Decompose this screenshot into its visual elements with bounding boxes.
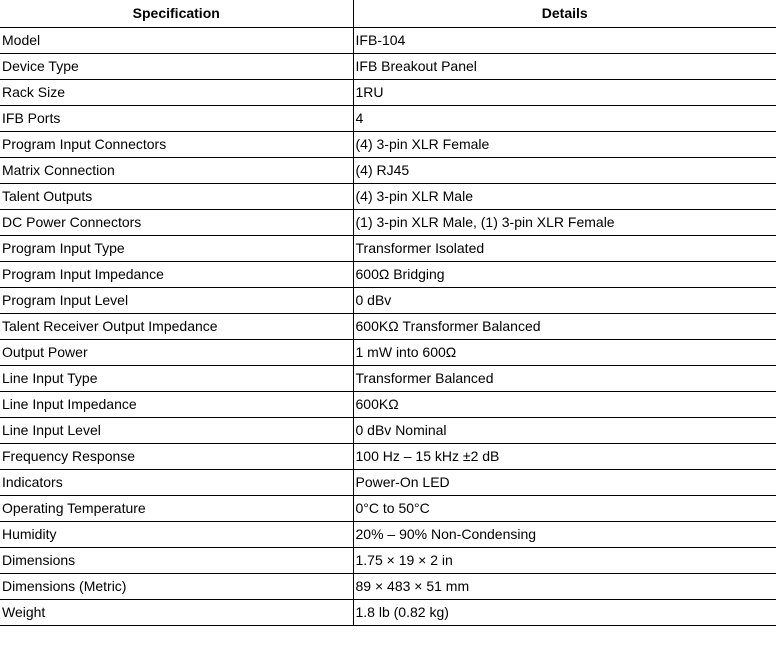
table-row bbox=[0, 365, 776, 391]
spec-value-cell: Transformer Balanced bbox=[353, 365, 776, 391]
spec-name-cell: Line Input Impedance bbox=[0, 391, 353, 417]
spec-value-cell: (1) 3-pin XLR Male, (1) 3-pin XLR Female bbox=[353, 209, 776, 235]
spec-value-cell: 0 dBv bbox=[353, 287, 776, 313]
column-header-specification: Specification bbox=[0, 0, 353, 27]
spec-value-cell: 600Ω Bridging bbox=[353, 261, 776, 287]
spec-value-cell: IFB-104 bbox=[353, 27, 776, 53]
table-row bbox=[0, 313, 776, 339]
table-row bbox=[0, 287, 776, 313]
spec-value-cell: Transformer Isolated bbox=[353, 235, 776, 261]
table-row bbox=[0, 599, 776, 625]
spec-name-cell: Output Power bbox=[0, 339, 353, 365]
spec-value-cell: 1.8 lb (0.82 kg) bbox=[353, 599, 776, 625]
spec-name-cell: Line Input Type bbox=[0, 365, 353, 391]
table-row bbox=[0, 521, 776, 547]
spec-name-cell: Rack Size bbox=[0, 79, 353, 105]
table-row bbox=[0, 469, 776, 495]
spec-name-cell: Talent Receiver Output Impedance bbox=[0, 313, 353, 339]
spec-name-cell: Dimensions bbox=[0, 547, 353, 573]
table-row bbox=[0, 417, 776, 443]
spec-value-cell: Power-On LED bbox=[353, 469, 776, 495]
spec-value-cell: 20% – 90% Non-Condensing bbox=[353, 521, 776, 547]
table-row bbox=[0, 339, 776, 365]
spec-name-cell: Program Input Connectors bbox=[0, 131, 353, 157]
spec-name-cell: Humidity bbox=[0, 521, 353, 547]
table-row bbox=[0, 79, 776, 105]
table-row bbox=[0, 495, 776, 521]
table-row bbox=[0, 261, 776, 287]
spec-value-cell: 4 bbox=[353, 105, 776, 131]
spec-name-cell: Operating Temperature bbox=[0, 495, 353, 521]
spec-name-cell: Matrix Connection bbox=[0, 157, 353, 183]
table-body bbox=[0, 27, 776, 625]
spec-value-cell: (4) RJ45 bbox=[353, 157, 776, 183]
spec-value-cell: 1 mW into 600Ω bbox=[353, 339, 776, 365]
table-row bbox=[0, 209, 776, 235]
table-row bbox=[0, 53, 776, 79]
table-row bbox=[0, 27, 776, 53]
spec-value-cell: 600KΩ Transformer Balanced bbox=[353, 313, 776, 339]
spec-value-cell: IFB Breakout Panel bbox=[353, 53, 776, 79]
spec-name-cell: Frequency Response bbox=[0, 443, 353, 469]
spec-value-cell: (4) 3-pin XLR Female bbox=[353, 131, 776, 157]
spec-name-cell: Program Input Level bbox=[0, 287, 353, 313]
spec-name-cell: Dimensions (Metric) bbox=[0, 573, 353, 599]
spec-value-cell: 0°C to 50°C bbox=[353, 495, 776, 521]
header-row bbox=[0, 0, 776, 27]
spec-name-cell: Device Type bbox=[0, 53, 353, 79]
column-header-details: Details bbox=[353, 0, 776, 27]
spec-name-cell: Program Input Type bbox=[0, 235, 353, 261]
spec-name-cell: Weight bbox=[0, 599, 353, 625]
spec-name-cell: Indicators bbox=[0, 469, 353, 495]
table-row bbox=[0, 157, 776, 183]
spec-name-cell: DC Power Connectors bbox=[0, 209, 353, 235]
table-row bbox=[0, 391, 776, 417]
spec-value-cell: 100 Hz – 15 kHz ±2 dB bbox=[353, 443, 776, 469]
table-row bbox=[0, 573, 776, 599]
spec-value-cell: 0 dBv Nominal bbox=[353, 417, 776, 443]
table-row bbox=[0, 105, 776, 131]
spec-name-cell: Line Input Level bbox=[0, 417, 353, 443]
table-row bbox=[0, 443, 776, 469]
table-header bbox=[0, 0, 776, 27]
spec-value-cell: 600KΩ bbox=[353, 391, 776, 417]
spec-value-cell: (4) 3-pin XLR Male bbox=[353, 183, 776, 209]
table-row bbox=[0, 183, 776, 209]
spec-name-cell: Talent Outputs bbox=[0, 183, 353, 209]
spec-value-cell: 1.75 × 19 × 2 in bbox=[353, 547, 776, 573]
spec-name-cell: Model bbox=[0, 27, 353, 53]
table-row bbox=[0, 547, 776, 573]
spec-value-cell: 89 × 483 × 51 mm bbox=[353, 573, 776, 599]
table-row bbox=[0, 131, 776, 157]
table-row bbox=[0, 235, 776, 261]
spec-value-cell: 1RU bbox=[353, 79, 776, 105]
spec-name-cell: Program Input Impedance bbox=[0, 261, 353, 287]
spec-name-cell: IFB Ports bbox=[0, 105, 353, 131]
